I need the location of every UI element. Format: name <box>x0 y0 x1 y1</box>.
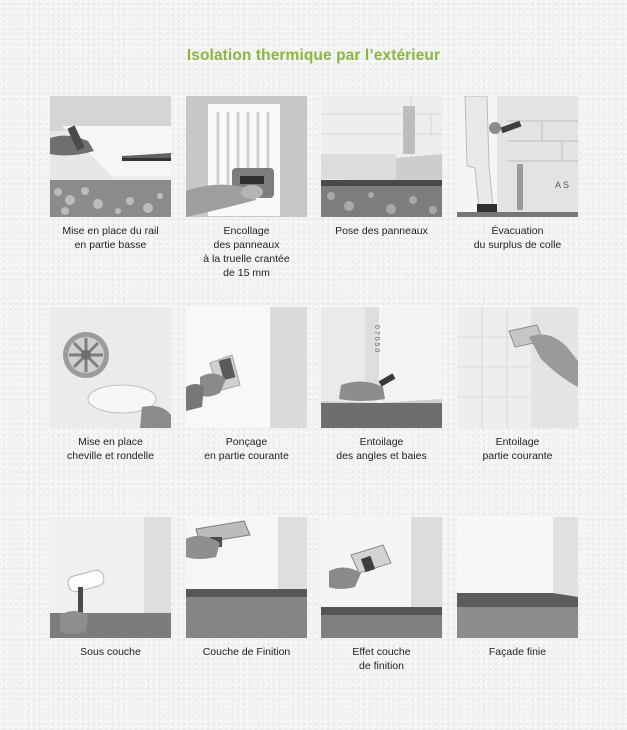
sanding-photo-icon <box>186 307 307 428</box>
page-title: Isolation thermique par l’extérieur <box>186 47 441 64</box>
step-caption: Sous couche <box>80 646 141 658</box>
svg-text:0 7 0 5 0: 0 7 0 5 0 <box>373 325 380 353</box>
step-card <box>50 517 171 659</box>
step-caption: Pose des panneaux <box>335 225 428 237</box>
excess-glue-photo-icon <box>457 96 578 217</box>
finish-coat-photo-icon <box>186 517 307 638</box>
step-caption: Effet couche de finition <box>352 646 411 672</box>
rail-photo-icon <box>50 96 171 217</box>
step-caption: Couche de Finition <box>202 646 291 658</box>
step-card <box>457 307 578 463</box>
step-card <box>321 96 442 238</box>
glue-panel-photo-icon <box>186 96 307 217</box>
step-card <box>186 96 307 280</box>
step-card <box>321 517 442 673</box>
anchor-washer-photo-icon <box>50 307 171 428</box>
step-caption: Mise en place du rail en partie basse <box>62 225 159 251</box>
mesh-photo-icon <box>457 307 578 428</box>
step-card <box>50 307 171 463</box>
step-caption: Encollage des panneaux à la truelle crantée de 15 mm <box>203 225 290 279</box>
finished-facade-photo-icon <box>457 517 578 638</box>
step-caption: Entoilage partie courante <box>482 436 553 462</box>
step-caption: Évacuation du surplus de colle <box>473 225 562 251</box>
step-caption: Entoilage des angles et baies <box>336 436 427 462</box>
corner-mesh-photo-icon <box>321 307 442 428</box>
step-card <box>50 96 171 252</box>
step-card <box>186 307 307 463</box>
step-card <box>457 517 578 659</box>
undercoat-photo-icon <box>50 517 171 638</box>
finish-effect-photo-icon <box>321 517 442 638</box>
step-card <box>457 96 578 252</box>
step-card <box>186 517 307 659</box>
panel-install-photo-icon <box>321 96 442 217</box>
step-card <box>321 307 442 463</box>
svg-text:A S: A S <box>555 180 570 190</box>
step-caption: Façade finie <box>488 646 547 658</box>
step-caption: Ponçage en partie courante <box>204 436 289 462</box>
step-caption: Mise en place cheville et rondelle <box>67 436 154 462</box>
